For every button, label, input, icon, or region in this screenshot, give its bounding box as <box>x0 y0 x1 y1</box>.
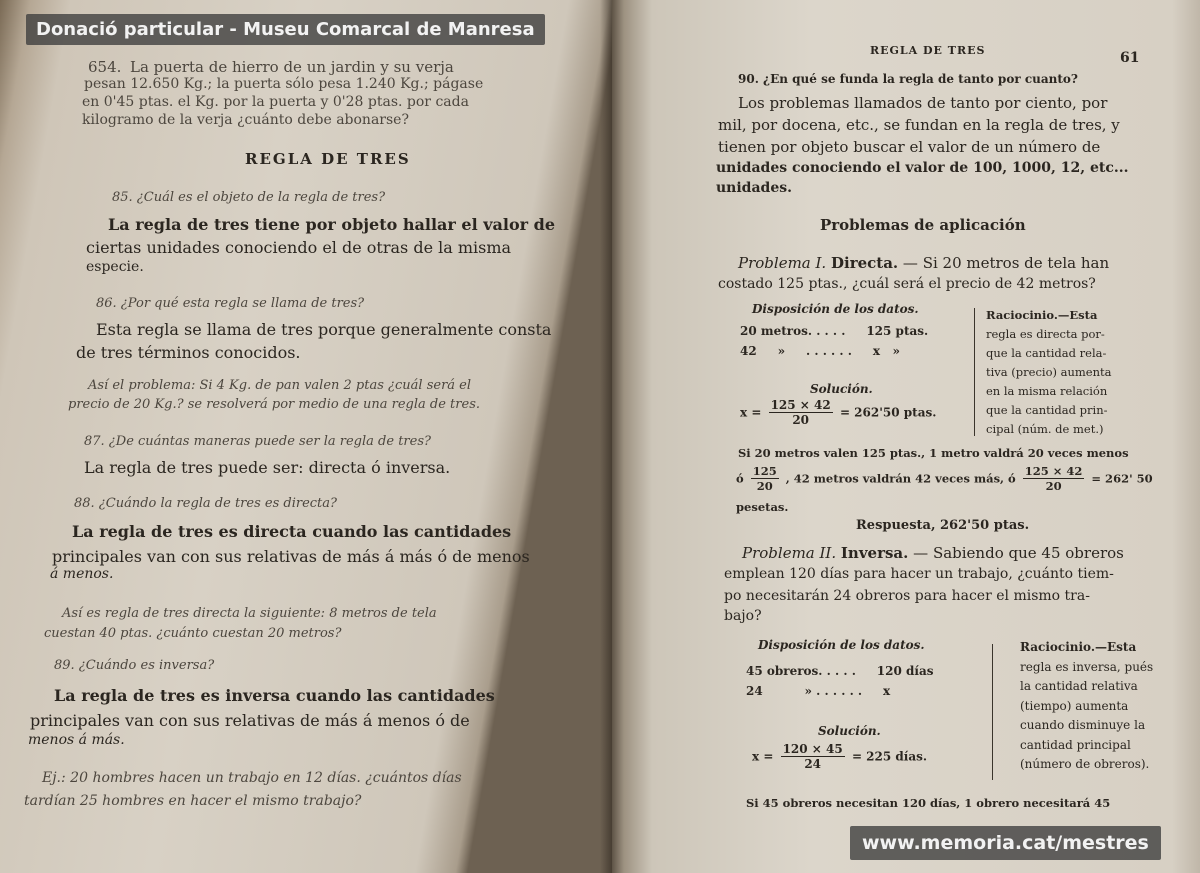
answer-90-line: mil, por docena, etc., se fundan en la regla de tres, y <box>718 116 1120 134</box>
problem-2-text: — Sabiendo que 45 obreros <box>913 544 1124 562</box>
example-88-line: cuestan 40 ptas. ¿cuánto cuestan 20 metros? <box>44 626 342 641</box>
answer-89-line: principales van con sus relativas de más á menos ó de <box>30 711 470 730</box>
question-85: 85. ¿Cuál es el objeto de la regla de tres? <box>112 190 386 205</box>
section-title: Problemas de aplicación <box>820 216 1026 234</box>
reasoning-line: que la cantidad prin- <box>986 403 1108 417</box>
answer-88-line: á menos. <box>50 566 114 582</box>
answer-90-line: unidades. <box>716 180 792 196</box>
reasoning-line: Raciocinio.—Esta <box>1020 640 1137 654</box>
fraction-denominator: 24 <box>804 757 822 771</box>
problem-2-data-row: 24 » . . . . . . x <box>746 684 891 698</box>
problem-1-answer: Respuesta, 262'50 ptas. <box>856 518 1030 533</box>
problem-1-disposition-title: Disposición de los datos. <box>752 302 919 316</box>
problem-654-number: 654. <box>88 58 122 76</box>
answer-85-line: ciertas unidades conociendo el de otras de la misma <box>86 238 512 257</box>
fraction-denominator: 20 <box>1045 479 1062 493</box>
watermark-bottom: www.memoria.cat/mestres <box>850 826 1161 860</box>
problem-1-reasoning <box>986 306 1112 439</box>
formula-x: x = <box>740 405 762 420</box>
problem-1-formula <box>740 398 936 427</box>
fraction-numerator: 125 <box>752 464 777 478</box>
problem-1-label: Problema I. <box>738 254 827 272</box>
example-88-line: Así es regla de tres directa la siguiente: 8 metros de tela <box>62 606 437 621</box>
problem-2-type: Inversa. <box>840 544 909 562</box>
expl-text: = 262' 50 <box>1091 471 1153 486</box>
problem-1-data-row: 20 metros. . . . . 125 ptas. <box>740 324 929 338</box>
question-87: 87. ¿De cuántas maneras puede ser la regla de tres? <box>84 434 431 449</box>
problem-1-text: — Si 20 metros de tela han <box>902 254 1110 272</box>
reasoning-line: que la cantidad rela- <box>986 346 1107 360</box>
problem-654-line: pesan 12.650 Kg.; la puerta sólo pesa 1.240 Kg.; págase <box>84 76 484 92</box>
problem-2-data-row: 45 obreros. . . . . 120 días <box>746 664 934 678</box>
problem-2-line: emplean 120 días para hacer un trabajo, ¿cuánto tiem- <box>724 566 1114 582</box>
problem-2-disposition-title: Disposición de los datos. <box>758 638 925 652</box>
problem-654-line: en 0'45 ptas. el Kg. por la puerta y 0'28 ptas. por cada <box>82 94 469 110</box>
reasoning-line: cipal (núm. de met.) <box>986 422 1104 436</box>
example-89-line: Ej.: 20 hombres hacen un trabajo en 12 días. ¿cuántos días <box>42 770 462 786</box>
problem-1-line: costado 125 ptas., ¿cuál será el precio de 42 metros? <box>718 276 1096 292</box>
example-86-line: precio de 20 Kg.? se resolverá por medio de una regla de tres. <box>68 397 480 412</box>
answer-86-line: Esta regla se llama de tres porque generalmente consta <box>96 320 552 339</box>
answer-88-line: principales van con sus relativas de más á más ó de menos <box>52 547 530 566</box>
expl-text: ó <box>736 471 744 486</box>
formula-fraction <box>769 398 833 427</box>
problem-2-last-line: Si 45 obreros necesitan 120 días, 1 obrero necesitará 45 <box>746 796 1111 810</box>
expl-text: , 42 metros valdrán 42 veces más, ó <box>785 471 1016 486</box>
fraction-numerator: 120 × 45 <box>782 742 843 756</box>
reasoning-line: la cantidad relativa <box>1020 679 1138 693</box>
reasoning-line: regla es directa por- <box>986 327 1105 341</box>
fraction-denominator: 20 <box>792 413 810 427</box>
reasoning-line: cantidad principal <box>1020 737 1131 752</box>
answer-86-line: de tres términos conocidos. <box>76 343 301 362</box>
answer-90-line: Los problemas llamados de tanto por ciento, por <box>738 94 1108 112</box>
reasoning-line: cuando disminuye la <box>1020 718 1146 732</box>
problem-1-explanation: Si 20 metros valen 125 ptas., 1 metro valdrá 20 veces menos <box>738 446 1129 460</box>
fraction-denominator: 20 <box>756 479 773 493</box>
formula-result: = 225 días. <box>851 749 928 764</box>
problem-2-statement <box>742 544 1124 562</box>
reasoning-line: regla es inversa, pués <box>1020 659 1154 674</box>
answer-85-line: especie. <box>86 259 144 275</box>
problem-2-formula <box>752 742 927 771</box>
answer-89-line: menos á más. <box>28 732 125 748</box>
running-head: REGLA DE TRES <box>870 44 986 57</box>
section-heading: REGLA DE TRES <box>245 150 411 168</box>
reasoning-line: (número de obreros). <box>1020 757 1150 771</box>
answer-89-line: La regla de tres es inversa cuando las cantidades <box>54 686 495 705</box>
watermark-top: Donació particular - Museu Comarcal de Manresa <box>26 14 545 45</box>
problem-2-solution-title: Solución. <box>818 724 881 738</box>
fraction-numerator: 125 × 42 <box>1024 464 1083 478</box>
answer-85-line: La regla de tres tiene por objeto hallar el valor de <box>108 215 555 234</box>
expl-fraction <box>751 464 779 493</box>
reasoning-line: (tiempo) aumenta <box>1020 698 1129 713</box>
question-90: 90. ¿En qué se funda la regla de tanto por cuanto? <box>738 72 1078 86</box>
answer-90-line: tienen por objeto buscar el valor de un número de <box>718 138 1101 156</box>
reasoning-line: Raciocinio.—Esta <box>986 308 1098 322</box>
problem-654-line: kilogramo de la verja ¿cuánto debe abonarse? <box>82 112 409 128</box>
problem-1-solution-title: Solución. <box>810 382 873 396</box>
answer-88-line: La regla de tres es directa cuando las cantidades <box>72 522 512 541</box>
right-page <box>612 0 1200 873</box>
problem-1-data-row: 42 » . . . . . . x » <box>740 344 901 358</box>
problem-1-statement <box>738 254 1109 272</box>
problem-2-divider <box>992 644 993 780</box>
problem-2-label: Problema II. <box>742 544 837 562</box>
problem-1-explanation <box>736 464 1153 493</box>
reasoning-line: en la misma relación <box>986 384 1108 398</box>
problem-1-explanation: pesetas. <box>736 500 789 514</box>
question-89: 89. ¿Cuándo es inversa? <box>54 658 215 673</box>
problem-654-line: La puerta de hierro de un jardin y su verja <box>130 58 454 76</box>
question-88: 88. ¿Cuándo la regla de tres es directa? <box>74 496 338 511</box>
formula-fraction <box>781 742 845 771</box>
reasoning-line: tiva (precio) aumenta <box>986 365 1112 379</box>
problem-1-divider <box>974 308 975 436</box>
problem-2-reasoning <box>1020 638 1153 775</box>
problem-1-type: Directa. <box>830 254 899 272</box>
formula-result: = 262'50 ptas. <box>839 405 937 420</box>
problem-2-line: bajo? <box>724 608 762 624</box>
page-number: 61 <box>1120 50 1140 66</box>
formula-x: x = <box>752 749 774 764</box>
answer-90-line: unidades conociendo el valor de 100, 1000, 12, etc... <box>716 160 1129 176</box>
question-86: 86. ¿Por qué esta regla se llama de tres? <box>96 296 365 311</box>
fraction-numerator: 125 × 42 <box>770 398 831 412</box>
answer-87: La regla de tres puede ser: directa ó inversa. <box>84 458 451 477</box>
example-89-line: tardían 25 hombres en hacer el mismo trabajo? <box>24 793 362 809</box>
example-86-line: Así el problema: Si 4 Kg. de pan valen 2 ptas ¿cuál será el <box>88 378 472 393</box>
expl-fraction <box>1023 464 1085 493</box>
problem-2-line: po necesitarán 24 obreros para hacer el mismo tra- <box>724 588 1090 604</box>
